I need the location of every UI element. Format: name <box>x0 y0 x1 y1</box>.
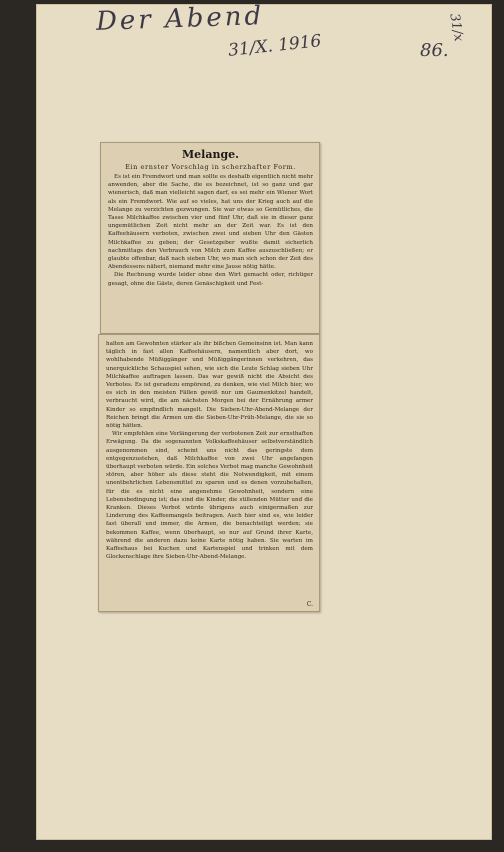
handwritten-date: 31/X. 1916 <box>227 31 323 61</box>
article-headline: Melange. <box>182 148 239 161</box>
article-paragraph: halten am Gewohnten stärker als ihr bißchen Gemeinsinn ist. Man kann täglich in fast allen Kaffeehäusern, namentlich aber dort, wo wohlhabende Müßiggänger und Müßiggängerinnen verkehren, das unerquickliche Schauspiel sehen, wie sich die Leute Schlag sieben Uhr Milchkaffee auftragen lassen. Das war gewiß nicht die Absicht des Verbotes. Es ist geradezu empörend, zu denken, wie viel Milch hier, wo es sich in den meisten Fällen gewiß nur um Gaumenkitzel handelt, verbraucht wird, die am nächsten Morgen bei der Ernährung armer Kinder so empfindlich mangelt. Die Sieben-Uhr-Abend-Melange der Reichen bringt die Armen um die Sieben-Uhr-Früh-Melange, die sie so nötig hätten. <box>106 341 313 430</box>
article-paragraph: Es ist ein Fremdwort und man sollte es deshalb eigentlich nicht mehr anwenden, aber die Sache, die es bezeichnet, ist so ganz und gar wienerisch, daß man vielleicht sagen darf, es sei mehr ein Wiener Wort als ein Fremdwort. Wie auf so vieles, hat uns der Krieg auch auf die Melange zu verzichten gezwungen. Sie war etwas so Gemütliches, die Tasse Milchkaffee zwischen vier und fünf Uhr, daß sie in dieser ganz ungemütlichen Zeit nicht mehr an der Zeit war. Es ist den Kaffeehäusern verboten, zwischen zwei und sieben Uhr den Gästen Milchkaffee zu geben; der Gesetzgeber wußte damit sicherlich nachmittags den Verbrauch von Milch zum Kaffee auszuschließen; er glaubte offenbar, daß nach sieben Uhr, wo man sich schon der Zeit des Abendessens nähert, niemand mehr eine Jause nötig hätte. <box>108 174 313 271</box>
article-paragraph: Die Rechnung wurde leider ohne den Wirt gemacht oder, richtiger gesagt, ohne die Gäste, deren Genäschigkeit und Fest- <box>108 272 313 287</box>
clipping-part-2 <box>98 334 320 612</box>
handwritten-page-number: 86. <box>420 40 449 61</box>
article-subtitle: Ein ernster Vorschlag in scherzhafter Form. <box>125 163 296 171</box>
handwritten-folio-note: 31/x <box>446 12 466 43</box>
article-paragraph: Wir empfehlen eine Verlängerung der verbotenen Zeit zur ernsthaften Erwägung. Da die sogenannten Volkskaffeehäuser selbstverständlich ausgenommen sind, scheint uns nicht das geringste dem entgegenzustehen, daß Milchkaffee von zwei Uhr angefangen überhaupt verboten würde. Ein solches Verbot mag manche Gewohnheit stören, aber höher als diese steht die Notwendigkeit, mit einem unentbehrlichen Lebensmittel zu sparen und es denen vorzubehalten, für die es nicht eine angenehme Gewohnheit, sondern eine Lebensbedingung ist; das sind die Kinder, die stillenden Mütter und die Kranken. Dieses Verbot würde übrigens auch einigermaßen zur Linderung des Kaffeemangels beitragen. Auch hier sind es, wie leider fast überall und immer, die Armen, die benachteiligt werden; sie bekommen Kaffee, wenn überhaupt, so nur auf Grund ihrer Karte, während die anderen dazu keine Karte nötig haben. Sie warten im Kaffeehaus bei Kuchen und Kartenspiel und trinken mit dem Glockenschlage ihre Sieben-Uhr-Abend-Melange. <box>106 431 313 561</box>
handwritten-newspaper-title: Der Abend <box>95 1 265 37</box>
clipping-part-1 <box>100 142 320 334</box>
article-signature: C. <box>306 601 313 608</box>
